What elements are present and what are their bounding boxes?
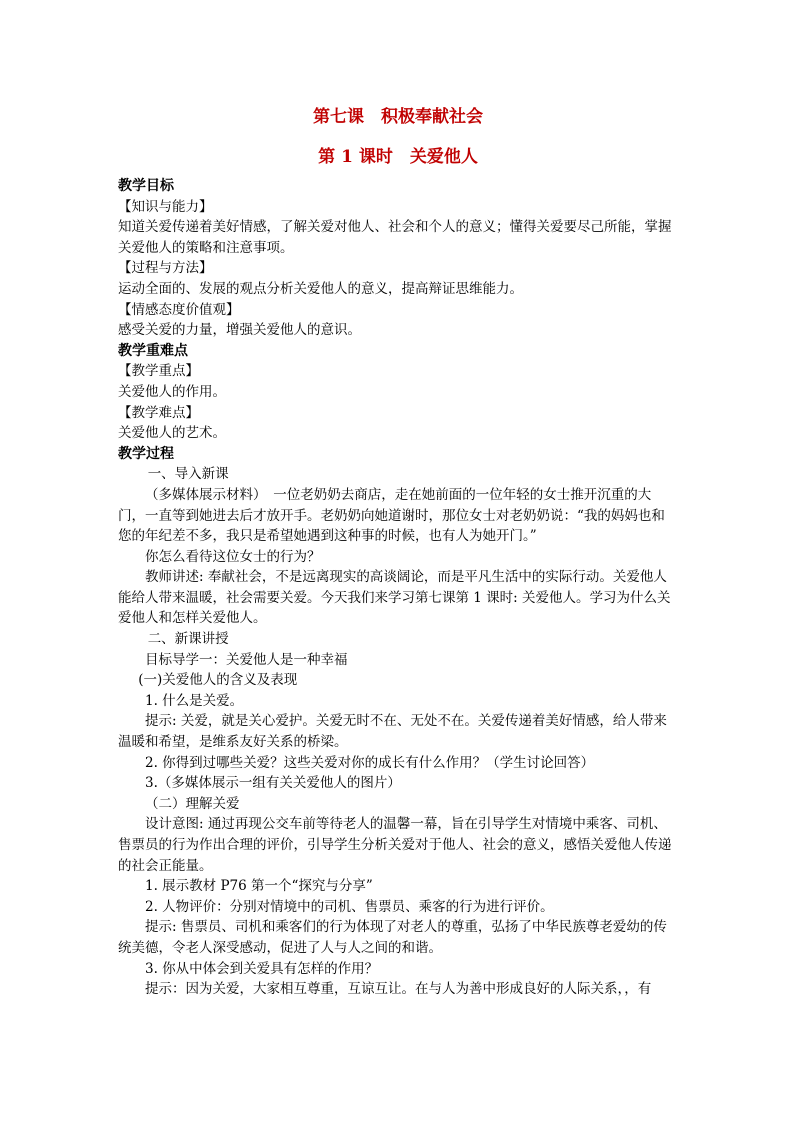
text-paragraph: 提示：因为关爱，大家相互尊重，互谅互让。在与人为善中形成良好的人际关系，，有	[145, 981, 652, 998]
text-paragraph: 3.（多媒体展示一组有关关爱他人的图片）	[145, 775, 401, 792]
text-paragraph: 设计意图: 通过再现公交车前等待老人的温馨一幕，旨在引导学生对情境中乘客、司机、售票员的行为作出合理的评价，引导学生分析关爱对于他人、社会的意义，感悟关爱他人传递的社会正能量。	[118, 816, 672, 874]
section-heading: 教学过程	[118, 445, 174, 462]
text-paragraph: 你怎么看待这位女士的行为？	[145, 548, 321, 565]
text-paragraph: 1. 展示教材 P76 第一个“探究与分享”	[145, 878, 373, 895]
text-paragraph: 提示: 售票员、司机和乘客们的行为体现了对老人的尊重，弘扬了中华民族尊老爱幼的传统美德，令老人深受感动，促进了人与人之间的和谐。	[118, 919, 667, 956]
text-paragraph: 关爱他人的艺术。	[118, 425, 226, 442]
text-paragraph: 知道关爱传递着美好情感，了解关爱对他人、社会和个人的意义；懂得关爱要尽己所能，掌握关爱他人的策略和注意事项。	[118, 219, 672, 256]
text-paragraph: （多媒体展示材料） 一位老奶奶去商店，走在她前面的一位年轻的女士推开沉重的大门，一直等到她进去后才放开手。老奶奶向她道谢时，那位女士对老奶奶说：“我的妈妈也和您的年纪差不多，我只是希望她遇到这种事的时候，也有人为她开门。”	[118, 486, 665, 545]
text-paragraph: 【教学重点】	[118, 363, 199, 380]
text-paragraph: 【知识与能力】	[118, 198, 213, 215]
text-paragraph: 感受关爱的力量，增强关爱他人的意识。	[118, 322, 361, 339]
text-paragraph: 运动全面的、发展的观点分析关爱他人的意义，提高辩证思维能力。	[118, 280, 523, 297]
document-page	[118, 104, 678, 1000]
text-paragraph: 2. 人物评价：分别对情境中的司机、售票员、乘客的行为进行评价。	[145, 898, 554, 915]
text-paragraph: (一)关爱他人的含义及表现	[138, 672, 298, 689]
text-paragraph: 二、新课讲授	[147, 631, 229, 648]
text-paragraph: 教师讲述: 奉献社会，不是远离现实的高谈阔论，而是平凡生活中的实际行动。关爱他人能给人带来温暖，社会需要关爱。今天我们来学习第七课第 1 课时: 关爱他人。学习为什么关爱他人和怎样关爱他人。	[118, 569, 671, 627]
text-paragraph: 【教学难点】	[118, 404, 199, 421]
section-heading: 教学目标	[118, 178, 174, 194]
lesson-title: 第七课 积极奉献社会	[313, 107, 483, 127]
section-heading: 教学重难点	[118, 342, 188, 359]
text-paragraph: （二）理解关爱	[145, 795, 240, 812]
text-paragraph: 1. 什么是关爱。	[145, 692, 244, 709]
text-paragraph: 【情感态度价值观】	[118, 301, 240, 318]
text-paragraph: 3. 你从中体会到关爱具有怎样的作用？	[145, 960, 379, 977]
text-paragraph: 关爱他人的作用。	[118, 383, 226, 400]
text-paragraph: 【过程与方法】	[118, 260, 213, 277]
text-paragraph: 一、导入新课	[147, 466, 229, 483]
period-title: 第 1 课时 关爱他人	[318, 147, 478, 167]
document-body	[118, 176, 678, 1000]
text-paragraph: 2. 你得到过哪些关爱？这些关爱对你的成长有什么作用？（学生讨论回答）	[145, 754, 595, 771]
text-paragraph: 目标导学一：关爱他人是一种幸福	[145, 651, 348, 668]
text-paragraph: 提示: 关爱，就是关心爱护。关爱无时不在、无处不在。关爱传递着美好情感，给人带来温暖和希望，是维系友好关系的桥梁。	[118, 713, 667, 751]
